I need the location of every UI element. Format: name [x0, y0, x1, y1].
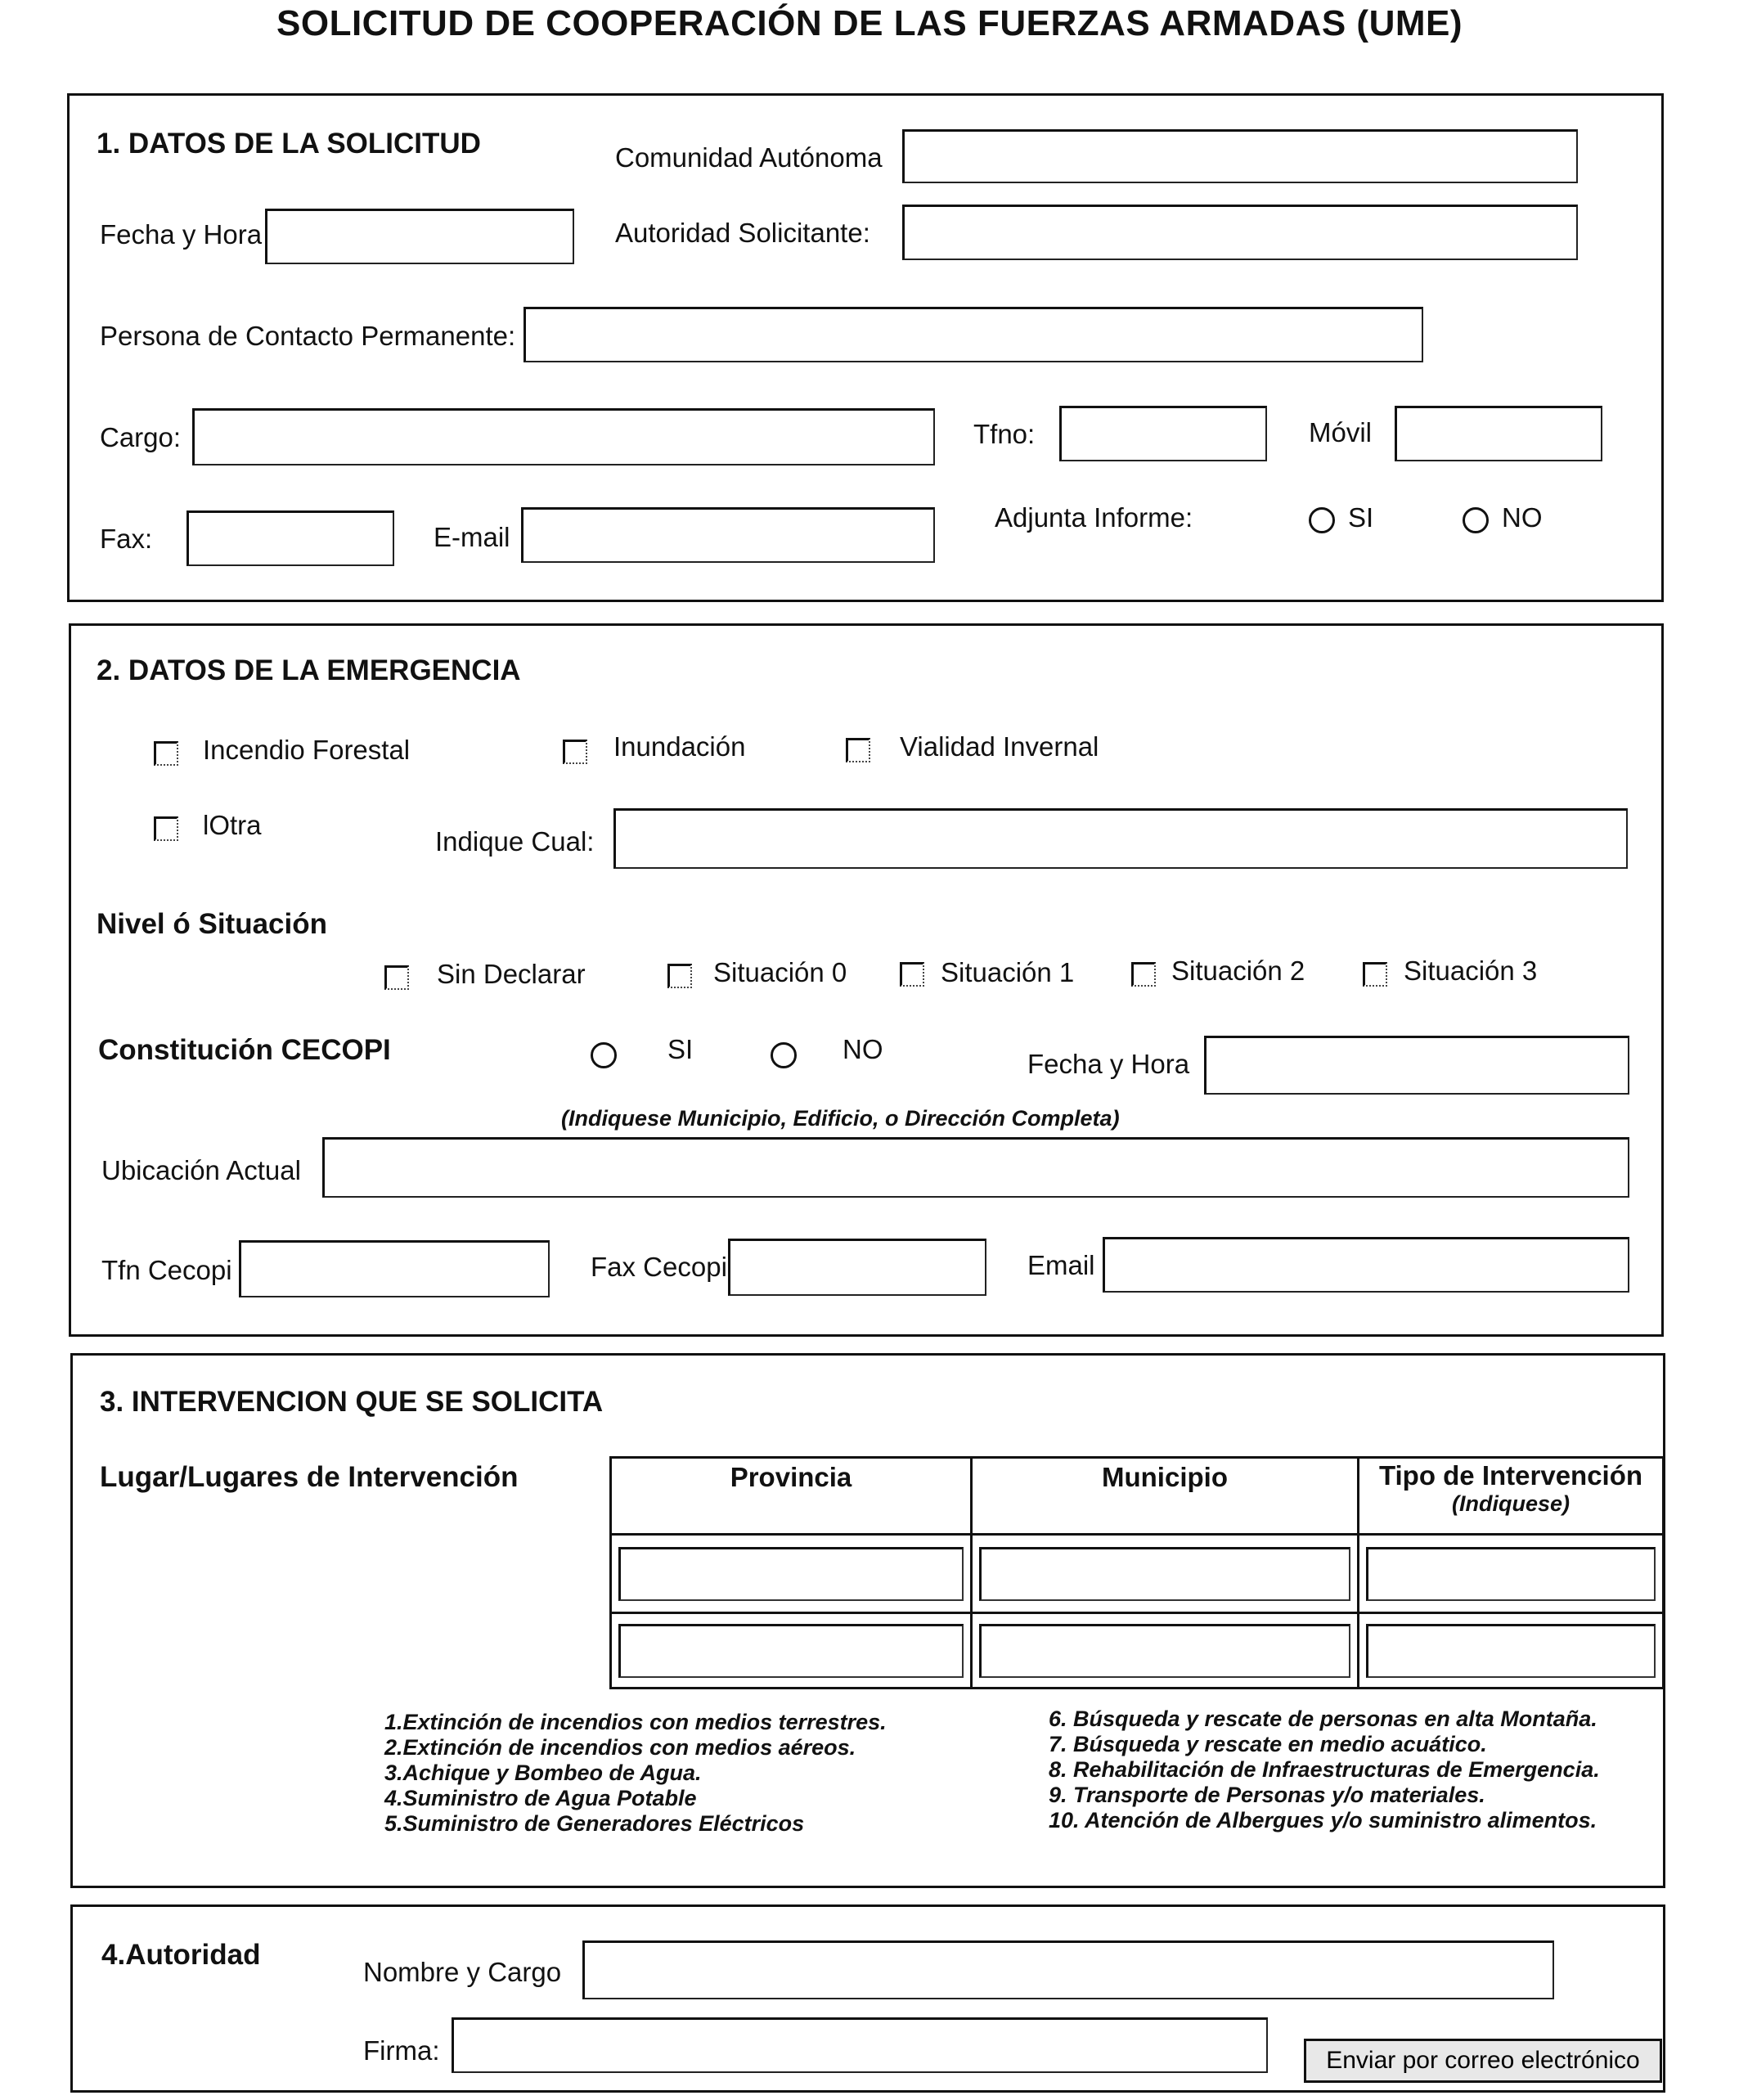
- constitucion-cecopi-label: Constitución CECOPI: [98, 1034, 391, 1066]
- table-cell: [972, 1613, 1359, 1689]
- tipo-intervencion-header-text: Tipo de Intervención: [1378, 1460, 1643, 1491]
- list-item: 4.Suministro de Agua Potable: [384, 1786, 697, 1810]
- contacto-label: Persona de Contacto Permanente:: [100, 321, 516, 351]
- intervencion-table: [609, 1456, 1665, 1689]
- ubicacion-note: (Indiquese Municipio, Edificio, o Dirección Completa): [561, 1106, 1120, 1131]
- enviar-correo-button[interactable]: Enviar por correo electrónico: [1304, 2039, 1662, 2083]
- tipo-intervencion-subheader: (Indiquese): [1451, 1491, 1570, 1516]
- firma-label: Firma:: [363, 2035, 440, 2066]
- list-item: 7. Búsqueda y rescate en medio acuático.: [1049, 1732, 1487, 1756]
- indique-cual-input[interactable]: [613, 808, 1628, 869]
- table-cell: [611, 1535, 972, 1613]
- list-item: 9. Transporte de Personas y/o materiales.: [1049, 1783, 1485, 1807]
- cecopi-email-input[interactable]: [1103, 1237, 1629, 1293]
- table-row: [611, 1613, 1664, 1689]
- comunidad-input[interactable]: [902, 129, 1578, 183]
- situacion-2-label: Situación 2: [1171, 956, 1305, 986]
- adjunta-no-radio[interactable]: [1463, 507, 1489, 533]
- provincia-header: [611, 1458, 972, 1535]
- situacion-1-checkbox[interactable]: [900, 962, 924, 987]
- sin-declarar-label: Sin Declarar: [437, 959, 586, 989]
- list-item: 6. Búsqueda y rescate de personas en alta Montaña.: [1049, 1707, 1597, 1731]
- municipio-input-1[interactable]: [979, 1547, 1350, 1601]
- email-input[interactable]: [521, 507, 935, 563]
- incendio-forestal-label: Incendio Forestal: [203, 735, 411, 765]
- cecopi-email-label: Email: [1027, 1250, 1095, 1280]
- nombre-cargo-input[interactable]: [582, 1940, 1554, 1999]
- inundacion-checkbox[interactable]: [563, 740, 587, 764]
- situacion-2-checkbox[interactable]: [1131, 962, 1156, 987]
- contacto-input[interactable]: [523, 307, 1423, 362]
- fecha-hora-input[interactable]: [265, 209, 574, 264]
- fax-cecopi-input[interactable]: [728, 1239, 986, 1296]
- sin-declarar-checkbox[interactable]: [384, 965, 409, 990]
- fax-input[interactable]: [186, 510, 394, 566]
- section2-title: 2. DATOS DE LA EMERGENCIA: [97, 654, 521, 686]
- cecopi-fecha-hora-input[interactable]: [1204, 1036, 1629, 1095]
- tipo-intervencion-input-1[interactable]: [1366, 1547, 1656, 1601]
- table-cell: [972, 1535, 1359, 1613]
- provincia-input-2[interactable]: [618, 1624, 964, 1678]
- adjunta-si-label: SI: [1348, 502, 1374, 533]
- ubicacion-actual-input[interactable]: [322, 1137, 1629, 1198]
- list-item: 8. Rehabilitación de Infraestructuras de Emergencia.: [1049, 1757, 1600, 1782]
- section1-title: 1. DATOS DE LA SOLICITUD: [97, 128, 481, 160]
- cargo-input[interactable]: [192, 408, 935, 465]
- situacion-1-label: Situación 1: [941, 957, 1075, 987]
- fax-label: Fax:: [100, 524, 153, 554]
- table-cell: [611, 1613, 972, 1689]
- otra-checkbox[interactable]: [154, 816, 178, 841]
- incendio-forestal-checkbox[interactable]: [154, 741, 178, 766]
- cecopi-si-label: SI: [667, 1034, 694, 1064]
- cecopi-fecha-hora-label: Fecha y Hora: [1027, 1049, 1190, 1079]
- table-row: [611, 1535, 1664, 1613]
- municipio-header-text: Municipio: [1102, 1462, 1228, 1492]
- comunidad-label: Comunidad Autónoma: [615, 142, 883, 173]
- inundacion-label: Inundación: [613, 731, 746, 762]
- adjunta-informe-label: Adjunta Informe:: [995, 502, 1193, 533]
- adjunta-no-label: NO: [1502, 502, 1543, 533]
- situacion-0-label: Situación 0: [713, 957, 847, 987]
- provincia-input-1[interactable]: [618, 1547, 964, 1601]
- cecopi-no-radio[interactable]: [771, 1042, 797, 1068]
- list-item: 2.Extinción de incendios con medios aéreos.: [384, 1735, 856, 1760]
- tfno-input[interactable]: [1059, 406, 1267, 461]
- cecopi-no-label: NO: [843, 1034, 883, 1064]
- firma-input[interactable]: [452, 2017, 1268, 2073]
- provincia-header-text: Provincia: [730, 1462, 852, 1492]
- autoridad-label: Autoridad Solicitante:: [615, 218, 870, 248]
- cargo-label: Cargo:: [100, 422, 182, 452]
- table-cell: [1359, 1535, 1664, 1613]
- section3-title: 3. INTERVENCION QUE SE SOLICITA: [100, 1386, 604, 1418]
- legend-right: [1049, 1707, 1600, 1833]
- tfn-cecopi-label: Tfn Cecopi: [101, 1255, 232, 1285]
- nivel-situacion-label: Nivel ó Situación: [97, 908, 327, 940]
- nombre-cargo-label: Nombre y Cargo: [363, 1957, 562, 1987]
- legend-left: [384, 1710, 887, 1837]
- indique-cual-label: Indique Cual:: [435, 826, 595, 857]
- situacion-0-checkbox[interactable]: [667, 964, 692, 988]
- tfno-label: Tfno:: [973, 419, 1036, 449]
- tfn-cecopi-input[interactable]: [239, 1240, 550, 1297]
- adjunta-si-radio[interactable]: [1309, 507, 1335, 533]
- list-item: 3.Achique y Bombeo de Agua.: [384, 1760, 702, 1785]
- movil-label: Móvil: [1309, 417, 1373, 447]
- ubicacion-actual-label: Ubicación Actual: [101, 1155, 301, 1185]
- email-label: E-mail: [434, 522, 510, 552]
- table-cell: [1359, 1613, 1664, 1689]
- lugar-intervencion-label: Lugar/Lugares de Intervención: [100, 1461, 519, 1493]
- tipo-intervencion-input-2[interactable]: [1366, 1624, 1656, 1678]
- otra-label: lOtra: [203, 810, 262, 840]
- cecopi-si-radio[interactable]: [591, 1042, 617, 1068]
- list-item: 5.Suministro de Generadores Eléctricos: [384, 1811, 805, 1836]
- fax-cecopi-label: Fax Cecopi: [591, 1252, 727, 1282]
- fecha-hora-label: Fecha y Hora: [100, 219, 263, 250]
- list-item: 10. Atención de Albergues y/o suministro alimentos.: [1049, 1808, 1597, 1832]
- municipio-input-2[interactable]: [979, 1624, 1350, 1678]
- form-title: SOLICITUD DE COOPERACIÓN DE LAS FUERZAS ARMADAS (UME): [276, 3, 1463, 43]
- list-item: 1.Extinción de incendios con medios terrestres.: [384, 1710, 887, 1734]
- section4-title: 4.Autoridad: [101, 1939, 261, 1971]
- situacion-3-label: Situación 3: [1404, 956, 1538, 986]
- vialidad-invernal-checkbox[interactable]: [846, 738, 870, 762]
- situacion-3-checkbox[interactable]: [1363, 962, 1387, 987]
- municipio-header: [972, 1458, 1359, 1535]
- tipo-intervencion-header: [1359, 1458, 1664, 1535]
- vialidad-invernal-label: Vialidad Invernal: [900, 731, 1099, 762]
- movil-input[interactable]: [1395, 406, 1602, 461]
- autoridad-input[interactable]: [902, 205, 1578, 260]
